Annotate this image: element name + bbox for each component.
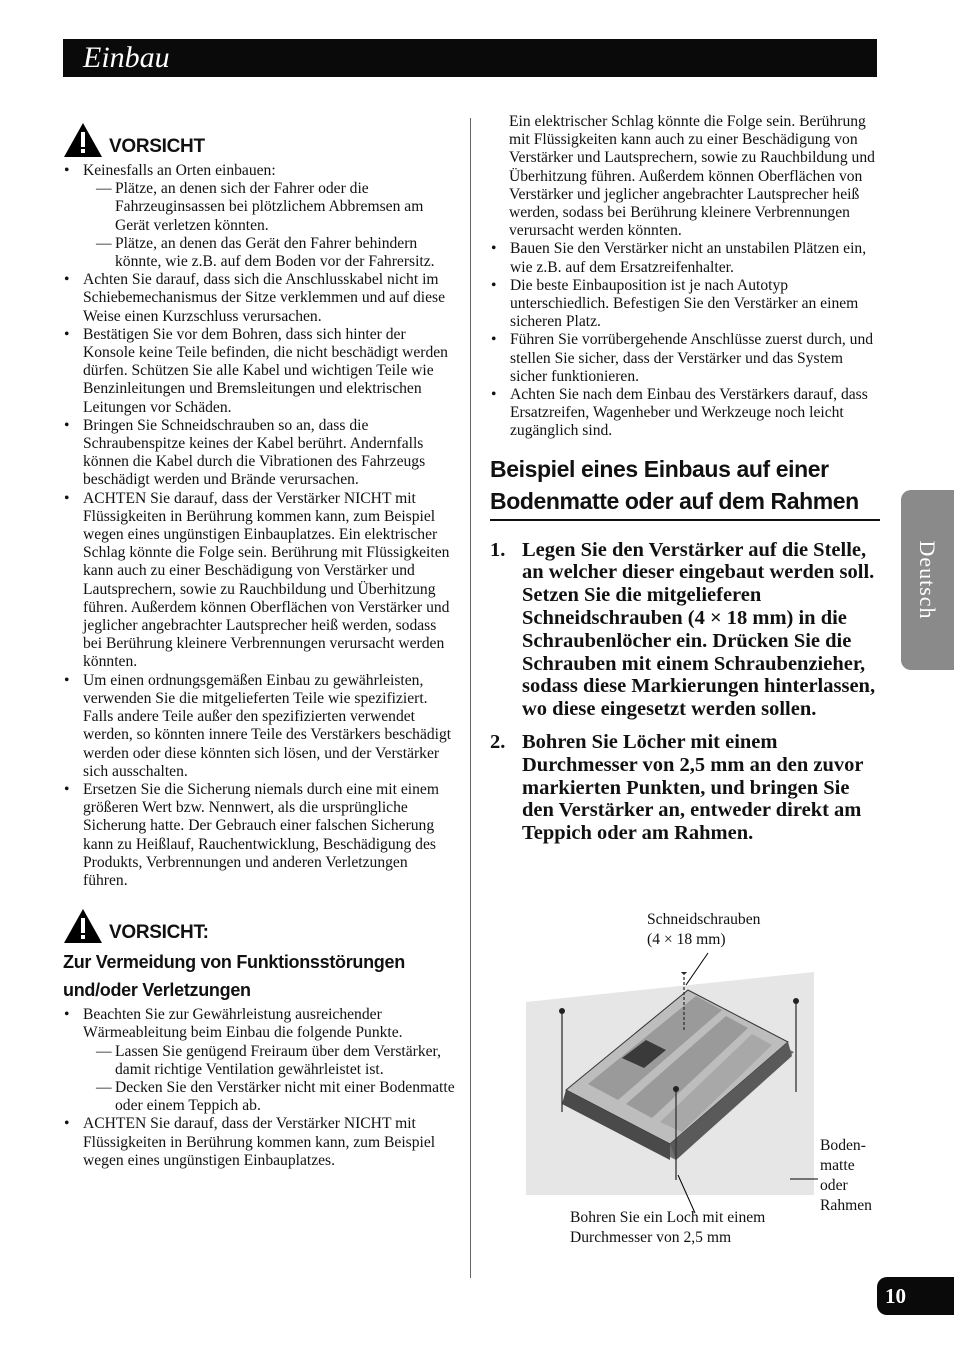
caution-heading-2: [63, 904, 455, 944]
caution-label: VORSICHT: [109, 136, 205, 157]
list-item: • Führen Sie vorrübergehende Anschlüsse zuerst durch, und stellen Sie sicher, dass der Verstärker und das System sicher funktionieren.: [490, 331, 880, 386]
caution-list-1: [63, 162, 455, 890]
right-bullet-list: [490, 240, 880, 440]
left-column: [63, 118, 455, 1170]
list-item: • Bauen Sie den Verstärker nicht an unstabilen Plätzen ein, wie z.B. auf dem Ersatzreifenhalter.: [490, 240, 880, 276]
language-tab-label: Deutsch: [915, 540, 940, 620]
caution-heading-1: [63, 118, 455, 158]
list-item: • Bringen Sie Schneidschrauben so an, dass die Schraubenspitze keines der Kabel berührt. Andernfalls können die Kabel durch die Vibrationen des Fahrzeugs beschädigt werden und Brände verursachen.: [63, 417, 455, 490]
list-item: • Die beste Einbauposition ist je nach Autotyp unterschiedlich. Befestigen Sie den Verstärker an einem sicheren Platz.: [490, 277, 880, 332]
sub-list-item: — Plätze, an denen sich der Fahrer oder die Fahrzeuginsassen bei plötzlichem Abbremsen am Gerät verletzen könnten.: [96, 180, 424, 234]
label-floor-mat: Boden- matte oder Rahmen: [820, 1137, 872, 1214]
sub-list-item: — Plätze, an denen das Gerät den Fahrer behindern könnte, wie z.B. auf dem Boden vor der Fahrersitz.: [96, 234, 435, 271]
sub-list-item: — Lassen Sie genügend Freiraum über dem Verstärker, damit richtige Ventilation gewährleistet ist.: [96, 1042, 442, 1078]
list-item: • Um einen ordnungsgemäßen Einbau zu gewährleisten, verwenden Sie die mitgelieferten Teile wie spezifiziert. Falls andere Teile außer den spezifizierten verwendet werden, so könnten innere Teile des Verstärkers beschädigt werden oder diese könnten sich lösen, und der Verstärker sich ausschalten.: [63, 672, 455, 781]
installation-figure: [490, 905, 890, 1255]
caution-list-2: [63, 1006, 455, 1170]
language-tab: [901, 490, 954, 670]
list-item: • Achten Sie nach dem Einbau des Verstärkers darauf, dass Ersatzreifen, Wagenheber und Werkzeuge noch leicht zugänglich sind.: [490, 386, 880, 441]
step-text: Legen Sie den Verstärker auf die Stelle, an welcher dieser eingebaut werden soll. Setzen Sie die mitgelieferen Schneidschrauben (4 × 18 mm) in die Schraubenlöcher ein. Drücken Sie die Schrauben mit einem Schraubenzieher, sodass diese Markierungen hinterlassen, wo diese eingesetzt werden sollen.: [522, 538, 876, 721]
label-screws: Schneidschrauben (4 × 18 mm): [647, 911, 761, 948]
list-item: • Keinesfalls an Orten einbauen: — Plätze, an denen sich der Fahrer oder die Fahrzeuginsassen bei plötzlichem Abbremsen am Gerät verletzen könnten. — Plätze, an denen das Gerät den Fahrer behindern könnte, wie z.B. auf dem Boden vor der Fahrersitz.: [63, 162, 455, 271]
caution-subheading: Zur Vermeidung von Funktionsstörungen und/oder Verletzungen: [63, 952, 405, 1001]
page-number-badge: [877, 1277, 954, 1315]
page-title: Einbau: [83, 41, 170, 74]
step-text: Bohren Sie Löcher mit einem Durchmesser von 2,5 mm an den zuvor markierten Punkten, und bringen Sie den Verstärker an, entweder direkt am Teppich oder am Rahmen.: [522, 731, 864, 845]
header-bar: [63, 39, 877, 77]
list-item: • Beachten Sie zur Gewährleistung ausreichender Wärmeableitung beim Einbau die folgende Punkte. — Lassen Sie genügend Freiraum über dem Verstärker, damit richtige Ventilation gewährleistet ist. — Decken Sie den Verstärker nicht mit einer Bodenmatte oder einem Teppich ab.: [63, 1006, 455, 1115]
caution-label: VORSICHT:: [109, 922, 209, 944]
page-number: 10: [885, 1284, 906, 1308]
list-item: • ACHTEN Sie darauf, dass der Verstärker NICHT mit Flüssigkeiten in Berührung kommen kann, zum Beispiel wegen eines ungünstigen Einbauplatzes.: [63, 1115, 455, 1170]
label-drill-hole: Bohren Sie ein Loch mit einem Durchmesser von 2,5 mm: [570, 1209, 766, 1246]
column-divider: [470, 118, 471, 1278]
list-item: • Achten Sie darauf, dass sich die Anschlusskabel nicht im Schiebemechanismus der Sitze verklemmen und auf diese Weise einen Kurzschluss verursachen.: [63, 271, 455, 326]
list-item: • Ersetzen Sie die Sicherung niemals durch eine mit einem größeren Wert bzw. Nennwert, als die ursprüngliche Sicherung hatte. Der Gebrauch einer falschen Sicherung kann zu Heißlauf, Rauchentwicklung, Beschädigung des Produkts, Verbrennungen und anderen Verletzungen führen.: [63, 781, 455, 890]
list-item: • ACHTEN Sie darauf, dass der Verstärker NICHT mit Flüssigkeiten in Berührung kommen kann, zum Beispiel wegen eines ungünstigen Einbauplatzes. Ein elektrischer Schlag könnte die Folge sein. Berührung mit Flüssigkeiten kann auch zu einer Beschädigung von Verstärker und Lautsprechern, sowie zu Rauchbildung und Überhitzung führen. Außerdem können Oberflächen von Verstärker und jeglicher angebrachter Lautsprecher heiß werden, sodass bei Berührung kleinere Verbrennungen verursacht werden könnten.: [63, 490, 455, 672]
step-item: [490, 731, 880, 845]
step-list: [490, 539, 880, 845]
step-number: 1.: [490, 538, 506, 561]
continuation-text: Ein elektrischer Schlag könnte die Folge sein. Berührung mit Flüssigkeiten kann auch zu einer Beschädigung von Verstärker und Lautsprechern, sowie zu Rauchbildung und Überhitzung führen. Außerdem können Oberflächen von Verstärker und jeglicher angebrachter Lautsprecher heiß werden, sodass bei Berührung kleinere Verbrennungen verursacht werden könnten.: [509, 113, 875, 240]
sub-list-item: — Decken Sie den Verstärker nicht mit einer Bodenmatte oder einem Teppich ab.: [96, 1078, 455, 1115]
section-title: Beispiel eines Einbaus auf einer Bodenmatte oder auf dem Rahmen: [490, 453, 880, 521]
warning-triangle-icon: [63, 908, 103, 944]
right-column: [490, 113, 880, 855]
list-item: • Bestätigen Sie vor dem Bohren, dass sich hinter der Konsole keine Teile befinden, die nicht beschädigt werden dürfen. Schützen Sie alle Kabel und wichtigen Teile wie Benzinleitungen und Bremsleitungen und elektrischen Leitungen vor Schäden.: [63, 326, 455, 417]
step-number: 2.: [490, 731, 506, 754]
step-item: [490, 539, 880, 721]
warning-triangle-icon: [63, 122, 103, 158]
